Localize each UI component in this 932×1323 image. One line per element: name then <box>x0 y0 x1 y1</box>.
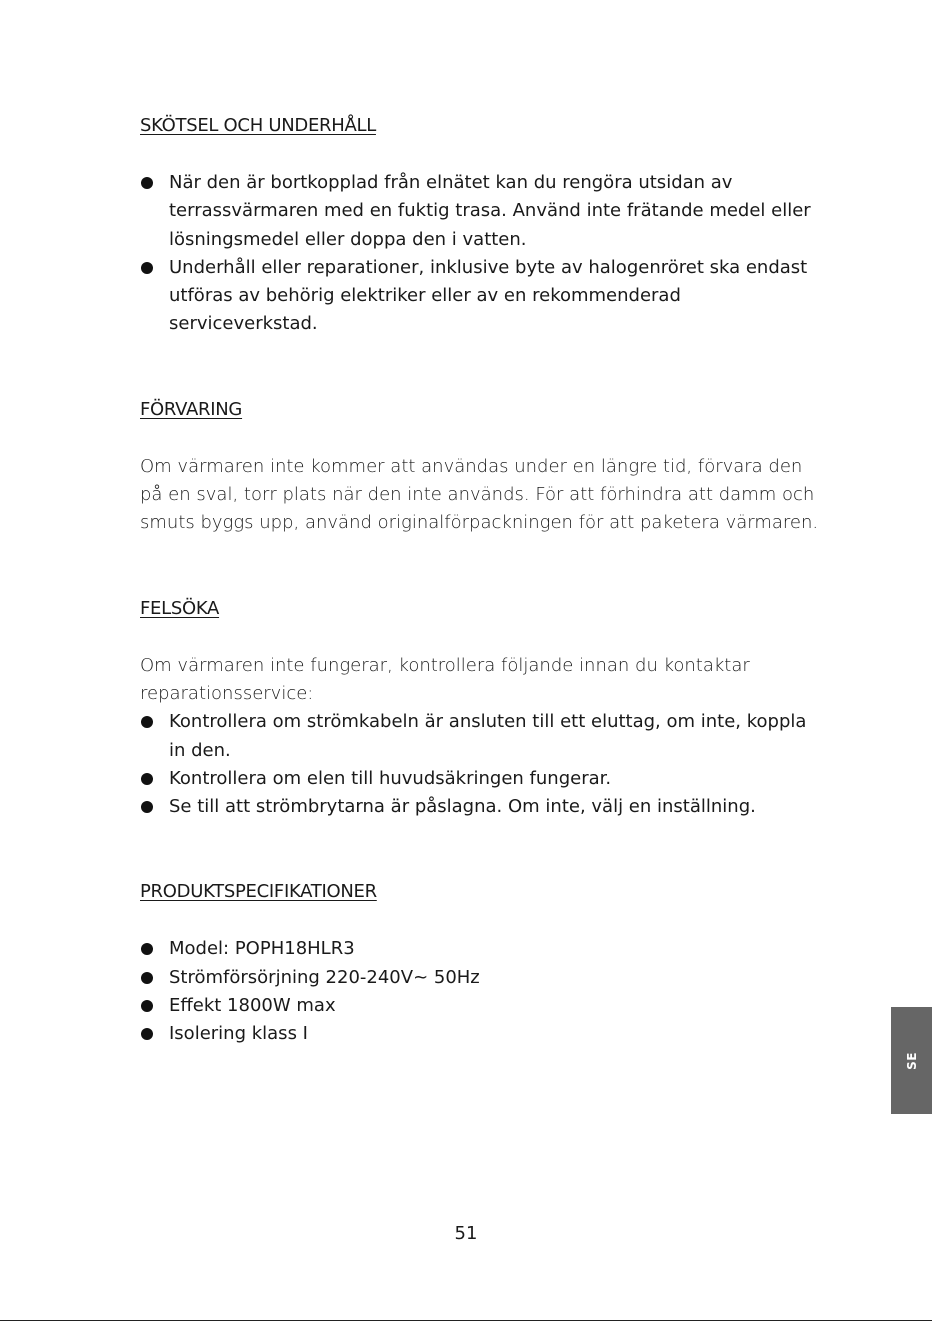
language-tab-label: SE <box>904 1051 919 1070</box>
section-title-troubleshooting: FELSÖKA <box>140 597 220 619</box>
list-item <box>140 765 820 793</box>
list-item-text: Se till att strömbrytarna är påslagna. Om inte, välj en inställning. <box>169 796 756 818</box>
list-item-text: Kontrollera om strömkabeln är ansluten till ett eluttag, om inte, koppla in den. <box>169 711 807 761</box>
list-item-text: Underhåll eller reparationer, inklusive byte av halogenröret ska endast utföras av behörig elektriker eller av en rekommenderad serviceverkstad. <box>169 256 808 335</box>
section-title-care: SKÖTSEL OCH UNDERHÅLL <box>140 115 376 136</box>
bullet-icon <box>141 1028 153 1040</box>
bottom-divider <box>0 1320 932 1321</box>
bullet-icon <box>141 177 153 189</box>
list-item <box>140 793 820 821</box>
care-list <box>140 169 820 339</box>
section-title-specs: PRODUKTSPECIFIKATIONER <box>140 881 377 903</box>
list-item <box>140 1020 820 1048</box>
bullet-icon <box>141 262 153 274</box>
bullet-icon <box>141 943 153 955</box>
list-item-text: Effekt 1800W max <box>169 995 336 1017</box>
bullet-icon <box>141 1000 153 1012</box>
page-number: 51 <box>454 1223 478 1244</box>
page-content <box>140 112 820 1049</box>
bullet-icon <box>141 801 153 813</box>
list-item <box>140 935 820 963</box>
list-item <box>140 964 820 992</box>
troubleshooting-list <box>140 708 820 821</box>
list-item <box>140 169 820 254</box>
list-item <box>140 992 820 1020</box>
list-item-text: Model: POPH18HLR3 <box>169 938 355 960</box>
bullet-icon <box>141 773 153 785</box>
list-item-text: Strömförsörjning 220-240V~ 50Hz <box>169 966 480 988</box>
list-item <box>140 254 820 339</box>
bullet-icon <box>141 972 153 984</box>
list-item-text: Kontrollera om elen till huvudsäkringen fungerar. <box>169 767 612 789</box>
troubleshooting-intro: Om värmaren inte fungerar, kontrollera följande innan du kontaktar reparationsservice: <box>140 654 750 704</box>
list-item-text: Isolering klass I <box>169 1023 308 1045</box>
list-item-text: När den är bortkopplad från elnätet kan du rengöra utsidan av terrassvärmaren med en fuktig trasa. Använd inte frätande medel eller lösningsmedel eller doppa den i vatten. <box>169 172 811 250</box>
section-title-storage: FÖRVARING <box>140 398 243 420</box>
bullet-icon <box>141 716 153 728</box>
language-tab <box>891 1007 932 1114</box>
storage-paragraph: Om värmaren inte kommer att användas under en längre tid, förvara den på en sval, torr plats när den inte används. För att förhindra att damm och smuts byggs upp, använd originalförpackningen för att paketera värmaren. <box>140 455 819 534</box>
specs-list <box>140 935 820 1048</box>
list-item <box>140 708 820 765</box>
